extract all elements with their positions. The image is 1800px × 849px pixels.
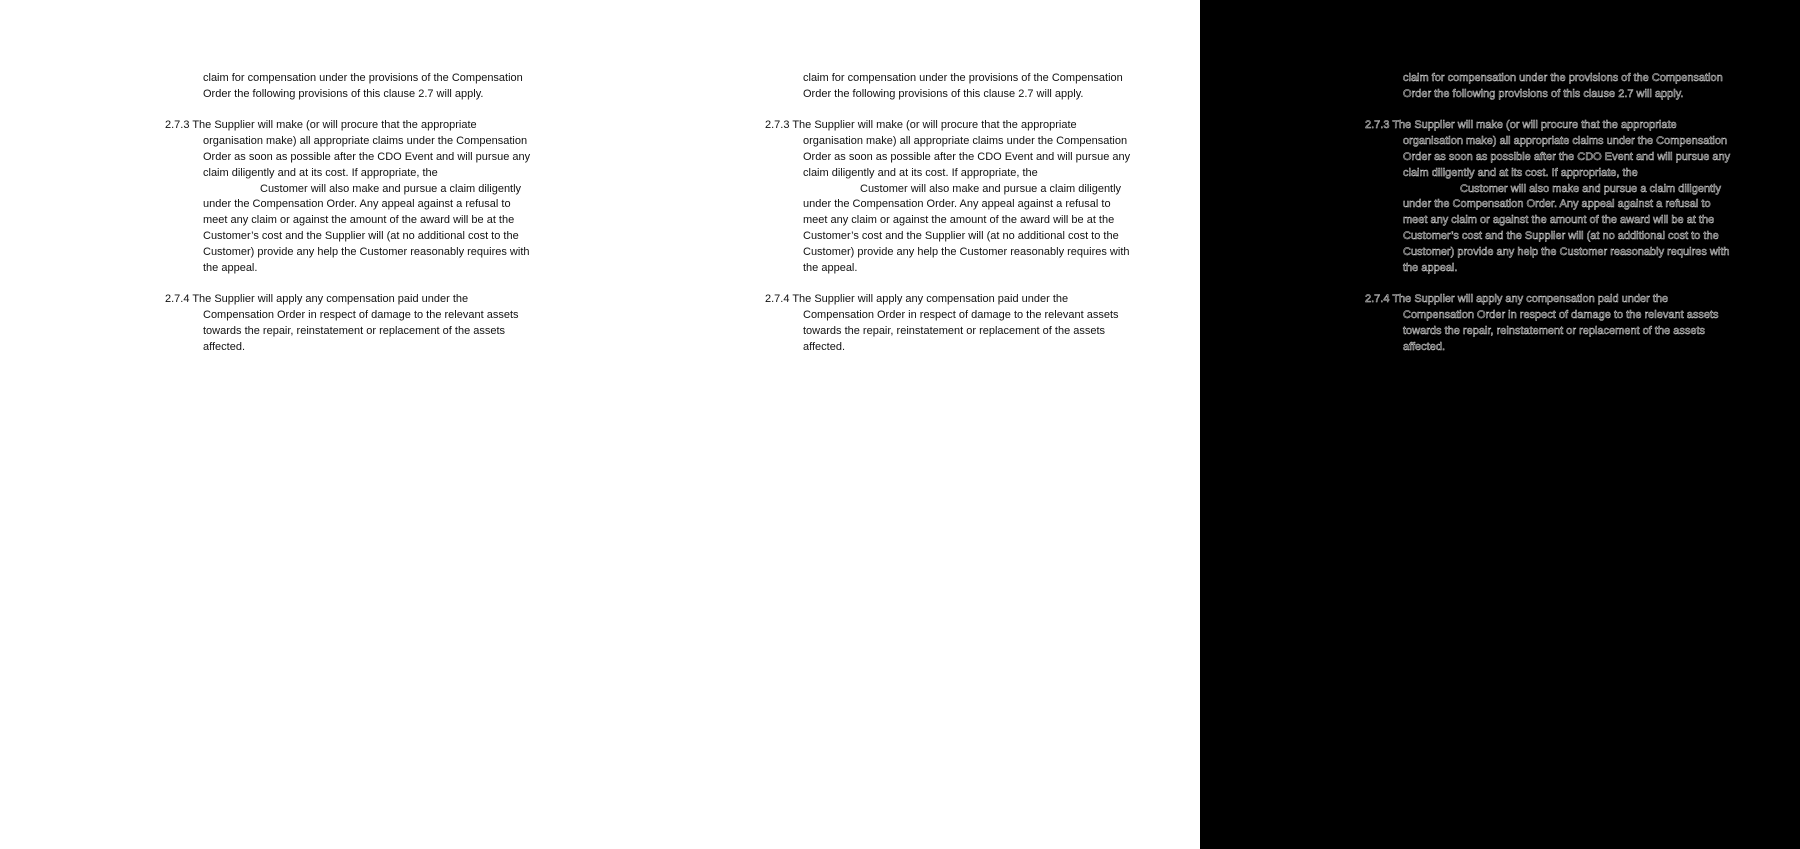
- clause-273-line-8: Customer’s cost and the Supplier will (at no additional cost to the: [1403, 229, 1719, 242]
- clause-273-line-9: Customer) provide any help the Customer reasonably requires with: [203, 245, 530, 258]
- clause-274-line-3: towards the repair, reinstatement or replacement of the assets: [803, 324, 1106, 337]
- paragraph-gap: [1365, 103, 1745, 119]
- clause-273-line-7: meet any claim or against the amount of the award will be at the: [203, 214, 515, 227]
- clause-273-line-10: the appeal.: [803, 261, 858, 274]
- clause-273-line-3: Order as soon as possible after the CDO Event and will pursue any: [203, 150, 531, 163]
- clause-274-line-4: affected.: [803, 340, 845, 353]
- clause-273-first-line: [1365, 118, 1745, 134]
- clause-273-line-10: the appeal.: [203, 261, 258, 274]
- clause-274-number: 2.7.4: [165, 293, 190, 306]
- clause-273-line-3: Order as soon as possible after the CDO Event and will pursue any: [1403, 150, 1731, 163]
- page-view-inverted: [1200, 0, 1800, 849]
- lead-line-1: claim for compensation under the provisions of the Compensation: [1403, 72, 1723, 84]
- lead-line-2: Order the following provisions of this clause 2.7 will apply.: [1403, 87, 1684, 100]
- clause-274-line-2: Compensation Order in respect of damage to the relevant assets: [1403, 308, 1719, 321]
- clause-273-line-10: the appeal.: [1403, 261, 1458, 274]
- clause-274-first-line: [765, 292, 1145, 308]
- paragraph-gap: [165, 276, 545, 292]
- lead-line-1: claim for compensation under the provisions of the Compensation: [203, 72, 523, 84]
- clause-274-line-4: affected.: [1403, 340, 1445, 353]
- clause-273-line-5: Customer will also make and pursue a claim diligently: [260, 182, 522, 195]
- clause-274-line-3: towards the repair, reinstatement or replacement of the assets: [1403, 324, 1706, 337]
- clause-274-first-line: [165, 292, 545, 308]
- clause-274-line-3: towards the repair, reinstatement or replacement of the assets: [203, 324, 506, 337]
- clause-273-number: 2.7.3: [165, 119, 190, 132]
- clause-274-line-1: The Supplier will apply any compensation paid under the: [189, 293, 469, 306]
- page-text-block: [1365, 71, 1745, 355]
- clause-273-line-4: claim diligently and at its cost. If appropriate, the: [203, 166, 438, 179]
- clause-273-line-3: Order as soon as possible after the CDO Event and will pursue any: [803, 150, 1131, 163]
- clause-273-line-8: Customer’s cost and the Supplier will (at no additional cost to the: [803, 229, 1119, 242]
- clause-273-first-line: [165, 118, 545, 134]
- paragraph-gap: [165, 103, 545, 119]
- page-text-block: [165, 71, 545, 355]
- clause-273-line-2: organisation make) all appropriate claims under the Compensation: [203, 135, 528, 148]
- page-text-block: [765, 71, 1145, 355]
- clause-273-line-4: claim diligently and at its cost. If appropriate, the: [803, 166, 1038, 179]
- clause-274-first-line: [1365, 292, 1745, 308]
- clause-274-number: 2.7.4: [765, 293, 790, 306]
- clause-273-line-4: claim diligently and at its cost. If appropriate, the: [1403, 166, 1638, 179]
- lead-line-2: Order the following provisions of this clause 2.7 will apply.: [203, 87, 484, 100]
- clause-274-line-4: affected.: [203, 340, 245, 353]
- clause-274-line-1: The Supplier will apply any compensation paid under the: [789, 293, 1069, 306]
- clause-273-line-7: meet any claim or against the amount of the award will be at the: [803, 214, 1115, 227]
- clause-273-line-6: under the Compensation Order. Any appeal against a refusal to: [803, 198, 1111, 211]
- clause-273-line-6: under the Compensation Order. Any appeal against a refusal to: [203, 198, 511, 211]
- clause-273-line-2: organisation make) all appropriate claims under the Compensation: [803, 135, 1128, 148]
- clause-273-line-5: Customer will also make and pursue a claim diligently: [860, 182, 1122, 195]
- page-view-original: [0, 0, 600, 849]
- clause-273-line-1: The Supplier will make (or will procure that the appropriate: [789, 119, 1077, 132]
- paragraph-gap: [1365, 276, 1745, 292]
- clause-274-line-2: Compensation Order in respect of damage to the relevant assets: [203, 308, 519, 321]
- lead-line-2: Order the following provisions of this clause 2.7 will apply.: [803, 87, 1084, 100]
- clause-273-line-8: Customer’s cost and the Supplier will (at no additional cost to the: [203, 229, 519, 242]
- page-view-copy: [600, 0, 1200, 849]
- clause-273-line-7: meet any claim or against the amount of the award will be at the: [1403, 214, 1715, 227]
- clause-274-line-1: The Supplier will apply any compensation paid under the: [1389, 293, 1669, 306]
- clause-274-line-2: Compensation Order in respect of damage to the relevant assets: [803, 308, 1119, 321]
- clause-273-line-6: under the Compensation Order. Any appeal against a refusal to: [1403, 198, 1711, 211]
- clause-273-number: 2.7.3: [765, 119, 790, 132]
- clause-273-line-5: Customer will also make and pursue a claim diligently: [1460, 182, 1722, 195]
- paragraph-gap: [765, 276, 1145, 292]
- clause-273-number: 2.7.3: [1365, 119, 1390, 132]
- lead-line-1: claim for compensation under the provisions of the Compensation: [803, 72, 1123, 84]
- clause-273-line-9: Customer) provide any help the Customer reasonably requires with: [1403, 245, 1730, 258]
- clause-273-first-line: [765, 118, 1145, 134]
- clause-273-line-2: organisation make) all appropriate claims under the Compensation: [1403, 135, 1728, 148]
- clause-274-number: 2.7.4: [1365, 293, 1390, 306]
- paragraph-gap: [765, 103, 1145, 119]
- clause-273-line-1: The Supplier will make (or will procure that the appropriate: [1389, 119, 1677, 132]
- clause-273-line-9: Customer) provide any help the Customer reasonably requires with: [803, 245, 1130, 258]
- clause-273-line-1: The Supplier will make (or will procure that the appropriate: [189, 119, 477, 132]
